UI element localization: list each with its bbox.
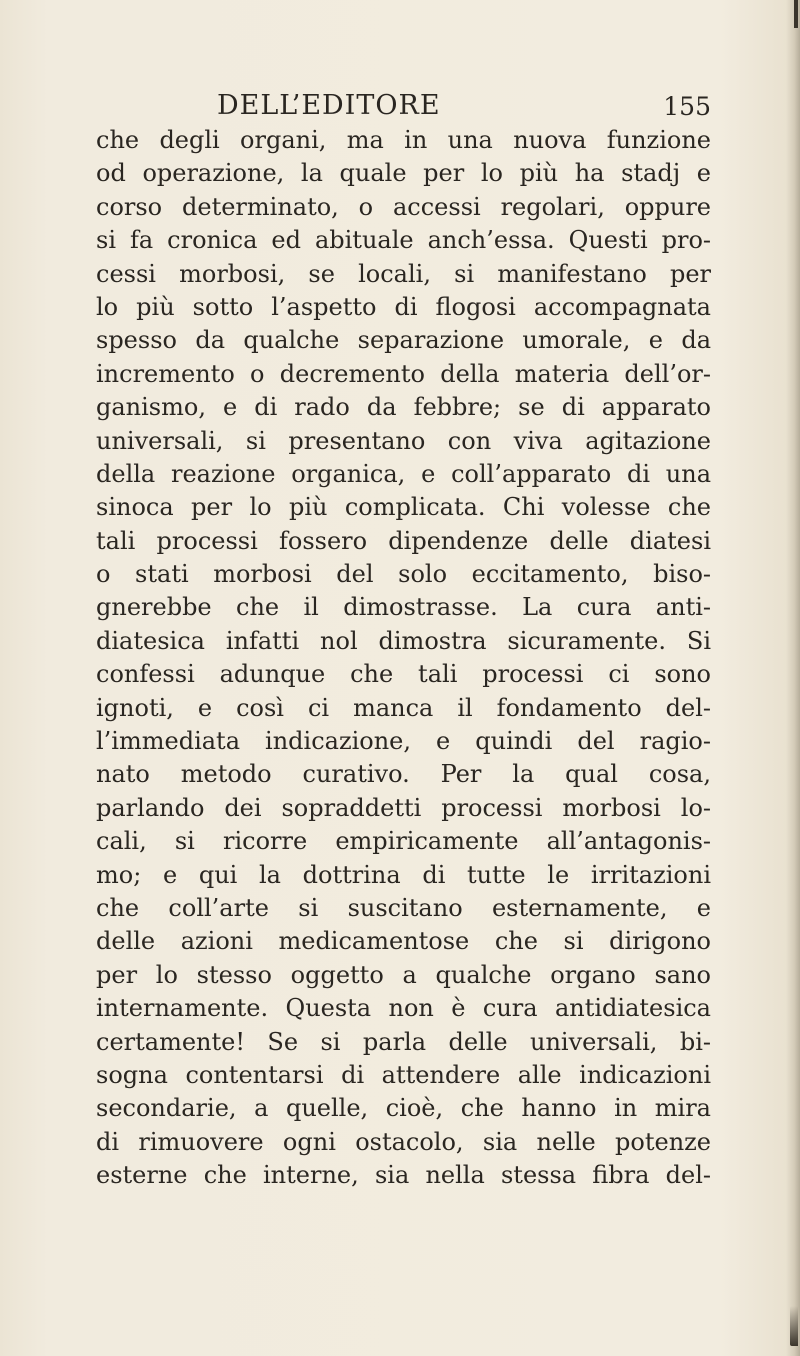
page-edge-shadow <box>786 0 800 1356</box>
text-line: incremento o decremento della materia dell’or- <box>96 359 711 388</box>
text-line: certamente! Se si parla delle universali, bi- <box>96 1027 711 1056</box>
text-line: ganismo, e di rado da febbre; se di apparato <box>96 393 711 422</box>
text-line: diatesica infatti nol dimostra sicuramente. Si <box>96 626 711 655</box>
running-head: DELL’EDITORE <box>217 90 441 121</box>
text-line: internamente. Questa non è cura antidiatesica <box>96 994 711 1023</box>
page-number: 155 <box>663 92 711 121</box>
text-line: cali, si ricorre empiricamente all’antagonis- <box>96 827 711 856</box>
text-line: l’immediata indicazione, e quindi del ragio- <box>96 727 711 756</box>
text-line: sogna contentarsi di attendere alle indicazioni <box>96 1060 711 1089</box>
text-line: o stati morbosi del solo eccitamento, biso- <box>96 560 711 589</box>
text-line: corso determinato, o accessi regolari, oppure <box>96 192 711 221</box>
edge-mark-top <box>794 0 798 28</box>
text-line: di rimuovere ogni ostacolo, sia nelle potenze <box>96 1127 711 1156</box>
body-text <box>96 124 711 1193</box>
text-line: gnerebbe che il dimostrasse. La cura anti- <box>96 593 711 622</box>
text-line: spesso da qualche separazione umorale, e da <box>96 326 711 355</box>
text-line: universali, si presentano con viva agitazione <box>96 426 711 455</box>
text-line: parlando dei sopraddetti processi morbosi lo- <box>96 793 711 822</box>
text-line: della reazione organica, e coll’apparato di una <box>96 459 711 488</box>
page-header <box>96 90 711 122</box>
text-line: ignoti, e così ci manca il fondamento del- <box>96 693 711 722</box>
text-line: che degli organi, ma in una nuova funzione <box>96 126 711 154</box>
text-line: si fa cronica ed abituale anch’essa. Questi pro- <box>96 226 711 255</box>
text-line: per lo stesso oggetto a qualche organo sano <box>96 960 711 989</box>
text-line: secondarie, a quelle, cioè, che hanno in mira <box>96 1094 711 1123</box>
text-line: cessi morbosi, se locali, si manifestano per <box>96 259 711 288</box>
text-line: esterne che interne, sia nella stessa fibra del- <box>96 1161 711 1190</box>
text-line: mo; e qui la dottrina di tutte le irritazioni <box>96 860 711 889</box>
text-line: od operazione, la quale per lo più ha stadj e <box>96 159 711 188</box>
text-line: che coll’arte si suscitano esternamente, e <box>96 893 711 922</box>
text-line: confessi adunque che tali processi ci sono <box>96 660 711 689</box>
text-line: lo più sotto l’aspetto di flogosi accompagnata <box>96 292 711 321</box>
text-line: nato metodo curativo. Per la qual cosa, <box>96 760 711 789</box>
text-line: sinoca per lo più complicata. Chi volesse che <box>96 493 711 522</box>
edge-mark-bottom <box>790 1306 798 1346</box>
text-line: tali processi fossero dipendenze delle diatesi <box>96 526 711 555</box>
text-line: delle azioni medicamentose che si dirigono <box>96 927 711 956</box>
